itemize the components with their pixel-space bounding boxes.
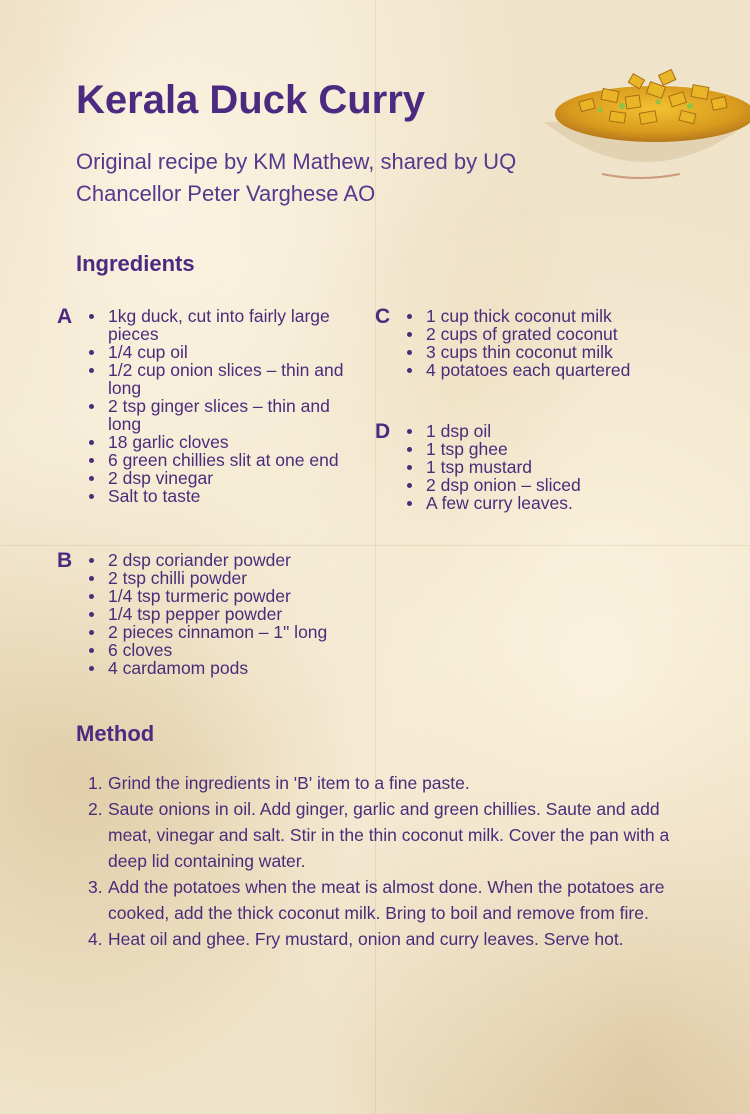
method-step [88,770,688,796]
step-number: 2. [88,799,103,819]
ingredient-item: 18 garlic cloves [87,433,357,451]
ingredient-item: Salt to taste [87,487,357,505]
method-step [88,874,688,926]
step-text: Add the potatoes when the meat is almost done. When the potatoes are cooked, add the thick coconut milk. Bring to boil and remove from fire. [108,877,665,923]
step-text: Heat oil and ghee. Fry mustard, onion and curry leaves. Serve hot. [108,929,624,949]
step-number: 1. [88,773,103,793]
ingredient-item: 2 dsp vinegar [87,469,357,487]
method-steps [88,770,688,952]
ingredients-heading: Ingredients [76,251,195,276]
ingredient-item: 1/4 tsp pepper powder [87,605,377,623]
ingredient-item: 2 dsp coriander powder [87,551,377,569]
step-number: 4. [88,929,103,949]
ingredient-item: 1/4 cup oil [87,343,357,361]
group-letter: C [375,305,391,328]
ingredient-item: A few curry leaves. [405,494,715,512]
step-number: 3. [88,877,103,897]
ingredient-item: 2 dsp onion – sliced [405,476,715,494]
ingredient-item: 2 cups of grated coconut [405,325,715,343]
recipe-subtitle: Original recipe by KM Mathew, shared by UQ Chancellor Peter Varghese AO [76,149,517,206]
ingredient-item: 1/2 cup onion slices – thin and long [87,361,357,397]
ingredient-item: 1 tsp ghee [405,440,715,458]
ingredient-item: 2 tsp chilli powder [87,569,377,587]
ingredient-item: 1 dsp oil [405,422,715,440]
group-letter: A [57,305,73,328]
ingredient-item: 4 potatoes each quartered [405,361,715,379]
ingredient-item: 1/4 tsp turmeric powder [87,587,377,605]
step-text: Saute onions in oil. Add ginger, garlic and green chillies. Saute and add meat, vinegar and salt. Stir in the thin coconut milk. Cover the pan with a deep lid containing water. [108,799,670,871]
method-step [88,796,688,874]
group-letter: D [375,420,391,443]
recipe-title: Kerala Duck Curry [76,78,426,122]
ingredient-item: 6 green chillies slit at one end [87,451,357,469]
ingredient-item: 1 tsp mustard [405,458,715,476]
ingredient-item: 1 cup thick coconut milk [405,307,715,325]
ingredient-item: 2 tsp ginger slices – thin and long [87,397,357,433]
ingredient-item: 1kg duck, cut into fairly large pieces [87,307,357,343]
method-heading: Method [76,721,155,746]
step-text: Grind the ingredients in 'B' item to a fine paste. [108,773,470,793]
ingredient-item: 4 cardamom pods [87,659,377,677]
method-step [88,926,688,952]
ingredient-item: 2 pieces cinnamon – 1" long [87,623,377,641]
group-letter: B [57,549,73,572]
curry-bowl-illustration [540,62,750,192]
ingredient-item: 3 cups thin coconut milk [405,343,715,361]
ingredient-item: 6 cloves [87,641,377,659]
